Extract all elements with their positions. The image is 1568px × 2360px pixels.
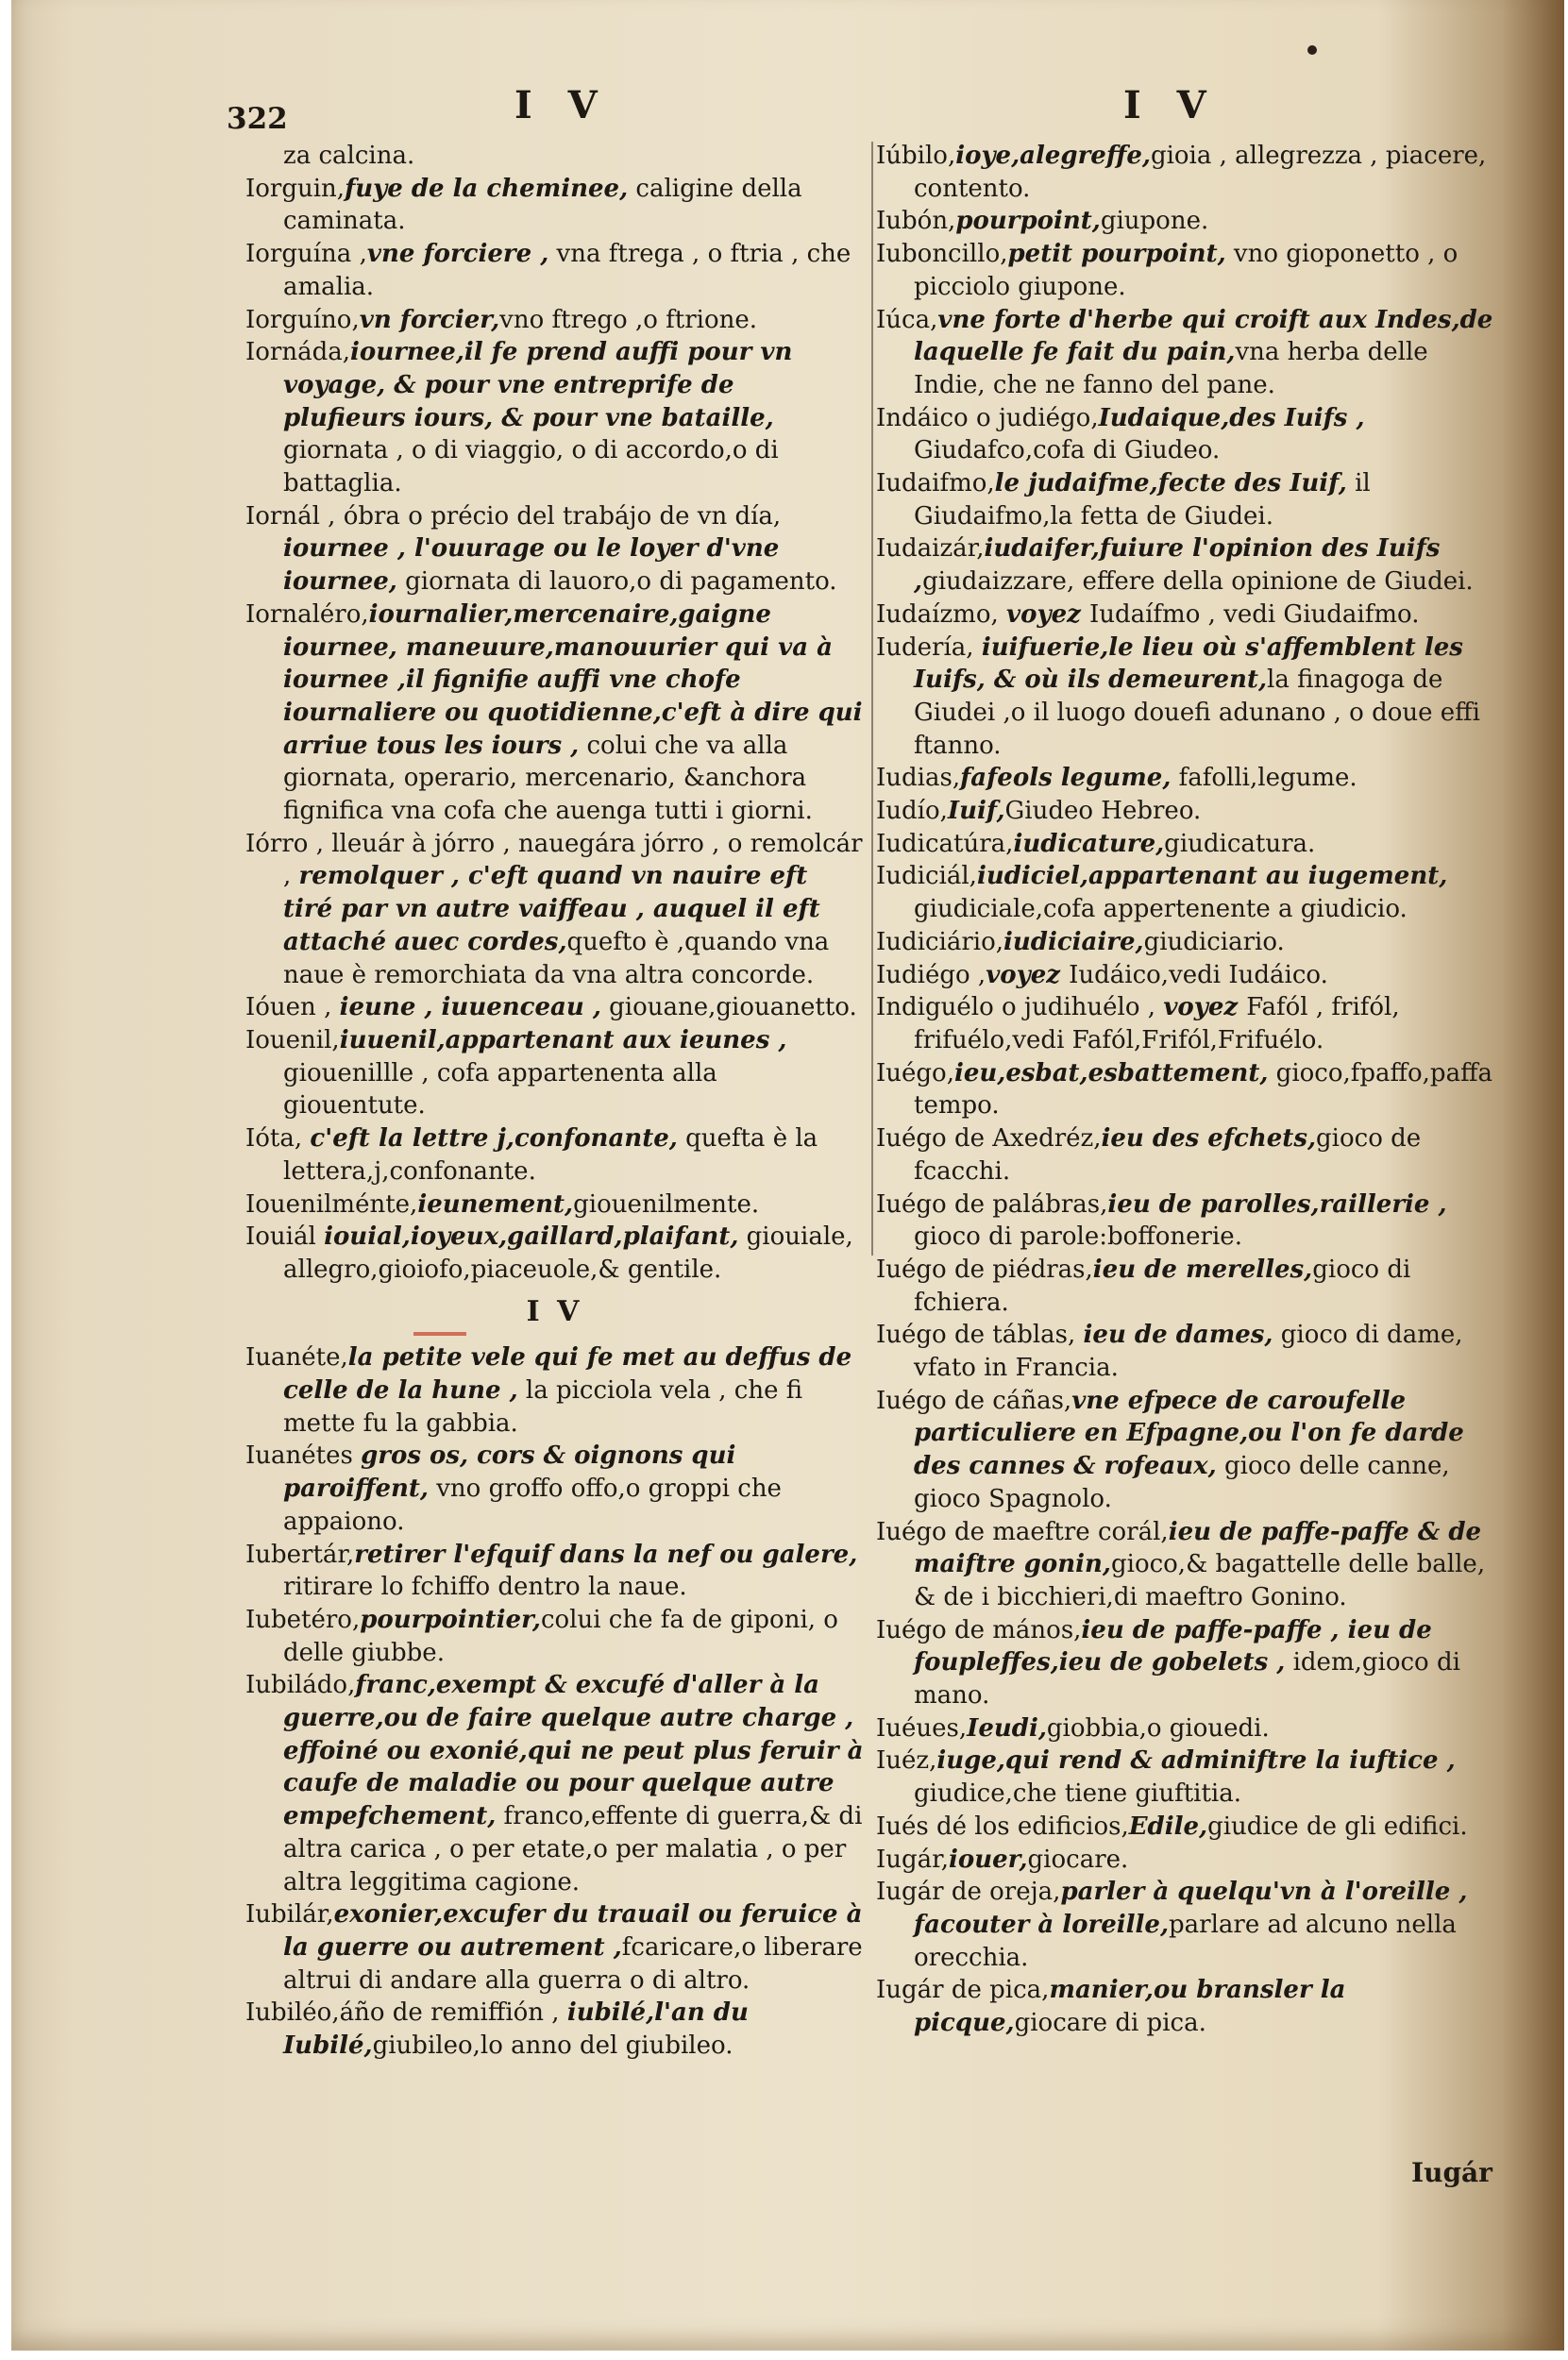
entry-french: manier,ou bransler la picque,	[914, 1976, 1346, 2038]
entry-italian: giouiale, allegro,gioiofo,piaceuole,& gentile.	[283, 1222, 853, 1284]
entry-french: ieune , iuuenceau ,	[339, 993, 601, 1022]
entry-french: ieu de paffe-paffe & de maiftre gonin,	[914, 1517, 1482, 1579]
entry-italian: la finagoga de Giudei ,o il luogo douefi adunano , o doue effi ftanno.	[914, 666, 1480, 760]
dictionary-entry	[876, 467, 1499, 532]
entry-lemma: Iudiégo ,	[876, 960, 986, 989]
catchword: Iugár	[1411, 2157, 1492, 2188]
dictionary-entry	[876, 632, 1499, 763]
entry-italian: giouenillle , cofa appartenenta alla giouentute.	[283, 1058, 717, 1121]
dictionary-entry	[876, 402, 1499, 467]
entry-lemma: Iuégo,	[876, 1058, 954, 1087]
entry-french: Iudaique,des Iuifs ,	[1098, 403, 1365, 432]
entry-lemma: Ióta,	[245, 1124, 311, 1154]
entry-french: voyez	[1006, 599, 1089, 629]
entry-lemma: Iuégo de palábras,	[876, 1189, 1108, 1219]
entry-french: iuuenil,appartenant aux ieunes ,	[339, 1025, 787, 1054]
entry-french: vn forcier,	[359, 305, 500, 334]
dictionary-entry	[876, 532, 1499, 598]
dictionary-entry	[876, 1614, 1499, 1712]
entry-french: vne forciere ,	[366, 240, 549, 269]
entry-italian: fcaricare,o liberare altrui di andare alla guerra o di altro.	[283, 1932, 863, 1995]
entry-italian: gioco de fcacchi.	[914, 1124, 1422, 1186]
entry-lemma: Iorguíno,	[245, 305, 360, 334]
entry-french: iournee , l'ouurage ou le loyer d'vne iournee,	[283, 534, 780, 597]
entry-italian: gioco di fchiera.	[914, 1255, 1411, 1317]
entry-french: ieu de paffe-paffe , ieu de foupleffes,ieu de gobelets ,	[914, 1615, 1432, 1677]
dictionary-entry	[876, 860, 1499, 925]
entry-italian: giupone.	[1100, 207, 1209, 236]
entry-italian: Iudaífmo , vedi Giudaifmo.	[1088, 599, 1420, 629]
dictionary-entry	[245, 1122, 864, 1188]
entry-italian: Giudeo Hebreo.	[1004, 797, 1202, 826]
dictionary-entry	[245, 336, 864, 500]
entry-italian: colui che va alla giornata, operario, mercenario, &anchora fignifica vna cofa che auenga tutti i giorni.	[283, 731, 813, 826]
entry-french: pourpointier,	[360, 1605, 541, 1634]
entry-italian: vno groffo offo,o groppi che appaiono.	[283, 1475, 782, 1536]
dictionary-entry	[245, 304, 864, 337]
entry-italian: gioco,fpaffo,paffa tempo.	[914, 1058, 1493, 1121]
entry-lemma: Iubilár,	[245, 1900, 334, 1930]
entry-italian: giubileo,lo anno del giubileo.	[372, 2031, 733, 2061]
entry-lemma: Iouiál	[245, 1222, 325, 1252]
entry-lemma: Iubón,	[876, 207, 956, 236]
right-column	[876, 140, 1499, 2040]
entry-french: fafeols legume,	[960, 764, 1172, 793]
entry-lemma: Iorguína ,	[245, 240, 367, 269]
dictionary-entry	[876, 598, 1499, 632]
entry-lemma: Iornáda,	[245, 338, 351, 367]
entry-lemma: Iuanéte,	[245, 1343, 348, 1373]
entry-italian: colui che fa de giponi, o delle giubbe.	[283, 1605, 838, 1667]
entry-french: iournee,il fe prend auffi pour vn voyage, & pour vne entreprife de plufieurs iours, & pour vne bataille,	[283, 338, 793, 432]
entry-french: ieu de merelles,	[1092, 1255, 1313, 1284]
dictionary-entry	[876, 926, 1499, 959]
entry-french: vne efpece de caroufelle particuliere en Efpagne,ou l'on fe darde des cannes & rofeaux,	[914, 1386, 1464, 1481]
entry-italian: vna herba delle Indie, che ne fanno del pane.	[914, 338, 1428, 399]
entry-lemma: Iuanétes	[245, 1441, 362, 1471]
entry-lemma: Iuégo de Axedréz,	[876, 1124, 1102, 1154]
dictionary-entry	[876, 1254, 1499, 1319]
entry-french: ieunement,	[417, 1189, 574, 1219]
entry-french: iudiciaire,	[1003, 927, 1144, 956]
entry-french: Iuif,	[947, 797, 1005, 826]
entry-italian: fafolli,legume.	[1171, 764, 1357, 793]
entry-lemma: Iudería,	[876, 632, 982, 662]
entry-french: iuge,qui rend & adminiftre la iuftice ,	[936, 1746, 1456, 1776]
page-number: 322	[227, 102, 288, 136]
entry-lemma: Iugár de pica,	[876, 1976, 1050, 2005]
dictionary-entry	[245, 1341, 864, 1440]
entry-italian: idem,gioco di mano.	[914, 1648, 1460, 1711]
entry-french: iournalier,mercenaire,gaigne iournee, maneuure,manouurier qui va à iournee ,il fignifie auffi vne chofe iournaliere ou quotidienne,c'eft à dire qui arriue tous les iours ,	[283, 599, 863, 760]
entry-italian: ritirare lo fchiffo dentro la naue.	[283, 1573, 687, 1602]
entry-french: ieu,esbat,esbattement,	[953, 1058, 1269, 1087]
entry-lemma: Iúbilo,	[876, 142, 956, 170]
entry-french: exonier,excufer du trauail ou feruice à la guerre ou autrement ,	[283, 1900, 863, 1962]
entry-french: le judaifme,fecte des Iuif,	[994, 469, 1347, 498]
dictionary-entry	[876, 1385, 1499, 1516]
entry-french: la petite vele qui fe met au deffus de celle de la hune ,	[283, 1343, 852, 1406]
entry-lemma: Iuégo de maeftre corál,	[876, 1517, 1169, 1546]
dictionary-entry	[876, 1122, 1499, 1188]
dictionary-entry	[245, 1669, 864, 1898]
entry-lemma: Iudias,	[876, 764, 961, 793]
entry-french: remolquer , c'eft quand vn nauire eft tiré par vn autre vaiffeau , auquel il eft attaché auec cordes,	[283, 862, 820, 956]
entry-french: iuifuerie,le lieu où s'affemblent les Iuifs, & où ils demeurent,	[914, 632, 1463, 695]
left-column	[245, 140, 864, 2063]
entry-italian: giobbia,o giouedi.	[1046, 1713, 1270, 1743]
entry-italian: giocare di pica.	[1014, 2009, 1206, 2038]
entry-french: iouer,	[949, 1845, 1028, 1874]
entry-french: ieu des efchets,	[1101, 1124, 1317, 1154]
entry-italian: áño de remiffión ,	[339, 1998, 567, 2028]
entry-italian: vna ftrega , o ftria , che amalia.	[283, 240, 851, 301]
entry-french: pourpoint,	[955, 207, 1101, 236]
entry-italian: gioco di dame, vfato in Francia.	[914, 1321, 1463, 1383]
dictionary-entry	[245, 1604, 864, 1669]
dictionary-entry	[876, 304, 1499, 402]
entry-french: parler à quelqu'vn à l'oreille , facouter à loreille,	[914, 1878, 1468, 1939]
dictionary-entry	[876, 795, 1499, 828]
entry-french: retirer l'efquif dans la nef ou galere,	[354, 1540, 858, 1569]
entry-french: iouial,ioyeux,gaillard,plaifant,	[324, 1222, 739, 1252]
entry-french: voyez	[986, 960, 1070, 989]
entry-french: iudaifer,fuiure l'opinion des Iuifs ,	[914, 534, 1441, 597]
entry-italian: giudice,che tiene giuftitia.	[914, 1779, 1242, 1809]
dictionary-entry	[876, 1319, 1499, 1384]
dictionary-entry	[876, 762, 1499, 795]
entry-italian: giudaizzare, effere della opinione de Giudei.	[922, 567, 1474, 597]
dictionary-entry	[245, 1898, 864, 1997]
entry-italian: giudiciale,cofa appertenente a giudicio.	[914, 895, 1408, 924]
dictionary-entry	[245, 1024, 864, 1122]
entry-italian: la picciola vela , che fi mette fu la gabbia.	[283, 1376, 803, 1438]
column-divider	[871, 142, 873, 1256]
entry-lemma: Iudío,	[876, 797, 948, 826]
dictionary-entry	[245, 173, 864, 238]
entry-lemma: Iudaizár,	[876, 534, 985, 564]
entry-italian: Fafól , frifól, frifuélo,vedi Fafól,Frifól,Frifuélo.	[914, 993, 1400, 1054]
entry-italian: giouane,giouanetto.	[600, 993, 857, 1022]
entry-lemma: Iubiládo,	[245, 1671, 356, 1700]
entry-italian: vno ftrego ,o ftrione.	[499, 305, 757, 334]
dictionary-entry	[876, 205, 1499, 238]
entry-italian: quefta è la lettera,j,confonante.	[283, 1124, 818, 1186]
dictionary-entry	[245, 238, 864, 303]
entry-french: voyez	[1163, 993, 1247, 1022]
entry-lemma: Iudicatúra,	[876, 829, 1014, 858]
entry-italian: Iudáico,vedi Iudáico.	[1069, 960, 1328, 989]
dictionary-entry	[245, 1539, 864, 1604]
entry-french: Ieudi,	[967, 1713, 1047, 1743]
dictionary-entry	[876, 1057, 1499, 1122]
entry-lemma: Iornaléro,	[245, 599, 369, 629]
running-head-left: I V	[514, 83, 609, 127]
entry-lemma: Iuboncillo,	[876, 240, 1008, 269]
dictionary-entry	[245, 1188, 864, 1222]
entry-italian: za calcina.	[283, 142, 415, 170]
entry-french: petit pourpoint,	[1007, 240, 1226, 269]
entry-french: iudiciel,appartenant au iugement,	[976, 862, 1448, 891]
entry-lemma: Iudiciário,	[876, 927, 1004, 956]
entry-lemma: Iugár,	[876, 1845, 949, 1874]
entry-lemma: Iubiléo,	[245, 1998, 340, 2028]
entry-lemma: Iouenil,	[245, 1025, 340, 1054]
entry-french: ieu de parolles,raillerie ,	[1107, 1189, 1447, 1219]
entry-italian: giudice de gli edifici.	[1207, 1812, 1468, 1841]
dictionary-entry	[876, 1188, 1499, 1254]
entry-italian: caligine della caminata.	[283, 174, 802, 236]
dictionary-entry	[876, 1876, 1499, 1974]
entry-lemma: Indáico o judiégo,	[876, 403, 1099, 432]
entry-italian: il Giudaifmo,la fetta de Giudei.	[914, 469, 1371, 531]
entry-french: iubilé,l'an du Iubilé,	[283, 1998, 749, 2061]
dictionary-entry	[876, 1844, 1499, 1877]
entry-italian: giudicatura.	[1164, 829, 1316, 858]
dictionary-entry	[876, 828, 1499, 861]
entry-italian: giouenilmente.	[573, 1189, 760, 1219]
dictionary-entry	[245, 500, 864, 598]
dictionary-entry	[876, 140, 1499, 205]
entry-lemma: Iuéues,	[876, 1713, 968, 1743]
entry-french: franc,exempt & excufé d'aller à la guerre,ou de faire quelque autre charge , effoiné ou exonié,qui ne peut plus feruir à caufe de maladie ou pour quelque autre empefchement,	[283, 1671, 864, 1831]
entry-italian: gioco di parole:boffonerie.	[914, 1222, 1242, 1252]
dictionary-entry	[876, 1516, 1499, 1614]
entry-lemma: Iudiciál,	[876, 862, 977, 891]
entry-french: Edile,	[1128, 1812, 1208, 1841]
dictionary-entry	[876, 1745, 1499, 1810]
entry-french: fuye de la cheminee,	[345, 174, 629, 203]
entry-lemma: Iornál , óbra o précio del trabájo de vn día,	[245, 501, 782, 531]
entry-french: ioye,alegreffe,	[955, 142, 1151, 170]
entry-italian: giudiciario.	[1143, 927, 1285, 956]
dictionary-entry	[245, 140, 864, 173]
dictionary-entry	[245, 1221, 864, 1286]
entry-italian: gioco delle canne, gioco Spagnolo.	[914, 1452, 1450, 1513]
entry-lemma: Iubertár,	[245, 1540, 355, 1569]
entry-italian: gioco,& bagattelle delle balle, & de i bicchieri,di maeftro Gonino.	[914, 1550, 1486, 1611]
entry-lemma: Iuégo de mános,	[876, 1615, 1082, 1644]
section-heading: I V	[526, 1294, 583, 1328]
entry-lemma: Iudaifmo,	[876, 469, 995, 498]
entry-lemma: Iuégo de piédras,	[876, 1255, 1093, 1284]
dictionary-entry	[245, 1440, 864, 1538]
dictionary-entry	[876, 991, 1499, 1056]
entry-lemma: Iugár de oreja,	[876, 1878, 1061, 1907]
entry-lemma: Iúca,	[876, 305, 938, 334]
entry-italian: giocare.	[1027, 1845, 1129, 1874]
entry-lemma: Iuégo de táblas,	[876, 1321, 1084, 1350]
dictionary-entry	[245, 1997, 864, 2062]
entry-italian: parlare ad alcuno nella orecchia.	[914, 1910, 1457, 1972]
dictionary-entry	[245, 991, 864, 1024]
entry-italian: gioia , allegrezza , piacere, contento.	[914, 142, 1487, 203]
entry-lemma: Iórro , lleuár à jórro , nauegára jórro , o remolcár ,	[245, 829, 863, 891]
entry-french: vne forte d'herbe qui croift aux Indes,de laquelle fe fait du pain,	[914, 305, 1493, 367]
entry-lemma: Iouenilménte,	[245, 1189, 418, 1219]
entry-italian: franco,effente di guerra,& di altra carica , o per etate,o per malatia , o per altra leggitima cagione.	[283, 1802, 863, 1896]
ink-spot	[1307, 45, 1317, 55]
entry-italian: vno gioponetto , o picciolo giupone.	[914, 240, 1458, 301]
entry-italian: giornata di lauoro,o di pagamento.	[396, 567, 837, 597]
dictionary-entry	[245, 598, 864, 828]
entry-italian: quefto è ,quando vna naue è remorchiata da vna altra concorde.	[283, 927, 830, 989]
dictionary-entry	[245, 828, 864, 992]
section-rule	[413, 1332, 466, 1336]
entry-french: iudicature,	[1013, 829, 1165, 858]
entry-french: ieu de dames,	[1083, 1321, 1273, 1350]
entry-lemma: Iuégo de cáñas,	[876, 1386, 1072, 1415]
dictionary-entry	[876, 1811, 1499, 1844]
dictionary-entry	[876, 1974, 1499, 2039]
dictionary-entry	[876, 238, 1499, 303]
running-head-right: I V	[1123, 83, 1218, 127]
entry-lemma: Iorguin,	[245, 174, 346, 203]
entry-italian: giornata , o di viaggio, o di accordo,o di battaglia.	[283, 436, 779, 498]
entry-lemma: Iudaízmo,	[876, 599, 1007, 629]
entry-french: c'eft la lettre j,confonante,	[310, 1124, 678, 1154]
entry-lemma: Iuéz,	[876, 1746, 937, 1776]
entry-italian: Giudafco,cofa di Giudeo.	[914, 436, 1221, 465]
entry-lemma: Ióuen ,	[245, 993, 340, 1022]
entry-lemma: Iués dé los edificios,	[876, 1812, 1129, 1841]
dictionary-entry	[876, 1712, 1499, 1745]
entry-lemma: Iubetéro,	[245, 1605, 361, 1634]
dictionary-entry	[876, 959, 1499, 992]
entry-french: gros os, cors & oignons qui paroiffent,	[283, 1441, 736, 1504]
entry-lemma: Indiguélo o judihuélo ,	[876, 993, 1164, 1022]
